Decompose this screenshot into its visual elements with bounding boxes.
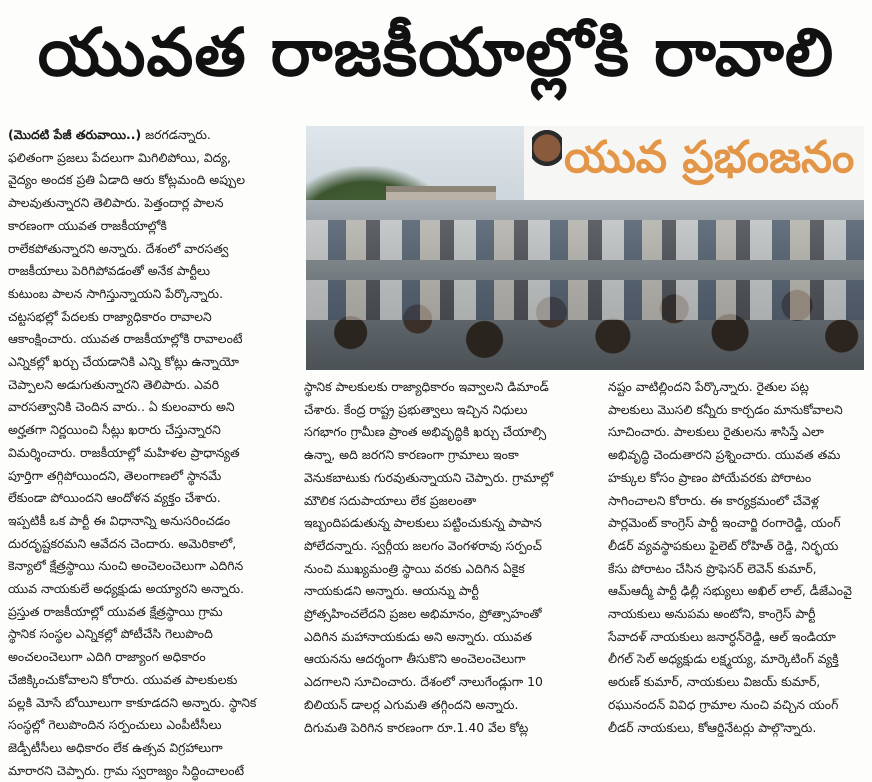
text-line: వెనుకబాటుకు గురవుతున్నాయని చెప్పారు. గ్రామాల్లో — [304, 469, 554, 485]
text-line: నాయకుడని అన్నారు. ఆయన్ను పార్టీ — [304, 583, 479, 599]
text-line: లేకుండా పోయిందని ఆందోళన వ్యక్తం చేశారు. — [8, 490, 221, 506]
text-line: బిలియన్ డాలర్ల ఎగుమతి తగ్గిందని అన్నారు. — [304, 696, 519, 712]
text-line: పార్లమెంట్ కాంగ్రెస్ పార్టీ ఇంచార్జి రంగారెడ్డి, యంగ్ — [608, 515, 841, 531]
text-line: అంచలంచెలుగా ఎదిగి రాజ్యాంగ అధికారం — [8, 649, 206, 665]
text-line: యువ నాయకులే అధ్యక్షుడు అయ్యారని అన్నారు. — [8, 581, 245, 597]
text-line: రఘునందన్ వివిధ గ్రామాల నుంచి వచ్చిన యంగ్ — [608, 696, 839, 712]
text-line: ఇబ్బందిపడుతున్న పాలకులు పట్టించుకున్న పాపాన — [304, 515, 542, 531]
text-line: రాలేకపోతున్నారని అన్నారు. దేశంలో వారసత్వ — [8, 240, 229, 256]
text-line: స్థానిక సంస్థల ఎన్నికల్లో పోటీచేసి గెలుపొంది — [8, 626, 213, 642]
headline: యువత రాజకీయాల్లోకి రావాలి — [37, 13, 835, 91]
banner-portrait — [532, 130, 562, 190]
article-column-left — [8, 124, 296, 778]
text-line: జెడ్పీటీసీలు అధికారం లేక ఉత్సవ విగ్రహాలుగా — [8, 739, 223, 755]
text-line: ప్రస్తుత రాజకీయాల్లో యువత క్షేత్రస్థాయి గ్రామ — [8, 603, 223, 619]
crowd-row — [306, 220, 864, 260]
text-line: లీగల్ సెల్ అధ్యక్షుడు లక్ష్మయ్య, మార్కెటింగ్ వ్యక్తి — [608, 651, 839, 667]
text-line: దిగుమతి పెరిగిన కారణంగా రూ.1.40 వేల కోట్ల — [304, 719, 529, 735]
article-column-middle — [304, 376, 600, 735]
text-line: మారారని చెప్పారు. గ్రామ స్వరాజ్యం సిద్ధించాలంటే — [8, 762, 245, 778]
text-line: కెన్యాలో క్షేత్రస్థాయి నుంచి అంచెలంచెలుగా ఎదిగిన — [8, 558, 244, 574]
text-line: సంస్థల్లో గెలుపొందిన సర్పంచులు ఎంపీటీసీలు — [8, 717, 222, 733]
text-line: పాలవుతున్నారని తెలిపారు. పెత్తందార్ల పాలన — [8, 195, 224, 211]
text-line: ప్రోత్సహించలేదని ప్రజల అభిమానం, ప్రోత్సాహంతో — [304, 606, 542, 622]
text-line: కారణంగా యువత రాజకీయాల్లోకి — [8, 217, 167, 233]
text-line: అరుణ్ కుమార్, నాయకులు విజయ్ కుమార్, — [608, 674, 821, 690]
text-line: ఆయనను ఆదర్శంగా తీసుకొని అంచెలంచెలుగా — [304, 651, 526, 667]
text-line: చట్టసభల్లో పేదలకు రాజ్యాధికారం రావాలని — [8, 308, 212, 324]
text-line: ఎదగాలని సూచించారు. దేశంలో నాలుగేండ్లుగా 10 — [304, 674, 543, 690]
stage-banner-text: యువ ప్రభంజనం — [564, 132, 855, 183]
text-line: నష్టం వాటిల్లిందని పేర్కొన్నారు. రైతుల పట్ల — [608, 379, 809, 394]
text-line: సగభాగం గ్రామీణ ప్రాంత అభివృద్ధికి ఖర్చు చేయాల్సి — [304, 424, 547, 440]
crowd-row — [306, 280, 864, 320]
seated-crowd — [306, 200, 864, 370]
text-line: దురదృష్టకరమని ఆవేదన చెందారు. అమెరికాలో, — [8, 535, 237, 551]
text-line: ఆమ్ఆద్మీ పార్టీ ఢిల్లీ సభ్యులు అఖిల్ లాల్, డీజేఎంవై — [608, 583, 852, 599]
text-line: ఎదిగిన మహానాయకుడు అని అన్నారు. యువత — [304, 628, 532, 644]
text-line: చేజిక్కించుకోవాలని కోరారు. యువత పాలకులకు — [8, 671, 238, 687]
text-line: పల్లకి మోసే బోయీలుగా కాకూడదని అన్నారు. స్థానిక — [8, 694, 257, 710]
text-line: హక్కుల కోసం ప్రాణం పోయేవరకు పోరాటం — [608, 469, 812, 485]
text-line: చెప్పాలని అడుగుతున్నారని తెలిపారు. ఎవరి — [8, 376, 220, 392]
text-line: ఎన్నికల్లో ఖర్చు చేయడానికి ఎన్ని కోట్లు ఉన్నాయో — [8, 354, 239, 370]
text-line: పూర్తిగా తగ్గిపోయిందని, తెలంగాణలో స్థానమే — [8, 467, 222, 483]
article-column-right — [608, 376, 864, 735]
text-line: నుంచి ముఖ్యమంత్రి స్థాయి వరకు ఎదిగిన ఏకైక — [304, 560, 525, 576]
event-photo — [306, 126, 864, 370]
text-line: ఆకాంక్షించారు. యువత రాజకీయాల్లోకి రావాలంటే — [8, 331, 243, 347]
text-line: స్థానిక పాలకులకు రాజ్యాధికారం ఇవ్వాలని డిమాండ్ — [304, 379, 549, 394]
text-line: లీడర్ నాయకులు, కోఆర్డినేటర్లు పాల్గొన్నారు. — [608, 719, 817, 735]
text-line: అభివృద్ధి చెందుతారని ప్రశ్నించారు. యువత తమ — [608, 447, 841, 463]
text-line: రాజకీయాలు పెరిగిపోవడంతో అనేక పార్టీలు — [8, 263, 210, 279]
text-line: లీడర్ వ్యవస్థాపకులు ఫైలెట్ రోహిత్ రెడ్డి, నిర్భయ — [608, 537, 839, 553]
text-line: అర్హతగా నిర్ణయించి సీట్లు ఖరారు చేస్తున్నారని — [8, 422, 221, 438]
text-line: కేసు పోరాటం చేసిన ప్రొఫెసర్ లెవెన్ కుమార్, — [608, 560, 817, 576]
text-line: వైద్యం అందక ప్రతి ఏడాది ఆరు కోట్లమంది అప్పుల — [8, 172, 245, 188]
text-line: సాగించాలని కోరారు. ఈ కార్యక్రమంలో చేవెళ్ల — [608, 492, 819, 508]
text-line: పాలకులు మొసలి కన్నీరు కార్చడం మానుకోవాలని — [608, 401, 843, 417]
text-line-part: జరగడన్నారు. — [141, 127, 211, 142]
text-line: చేశారు. కేంద్ర రాష్ట్ర ప్రభుత్వాలు ఇచ్చిన నిధులు — [304, 401, 528, 417]
text-line: వారసత్వానికి చెందిన వారు.. ఏ కులంవారు అని — [8, 399, 235, 415]
text-line: ఫలితంగా ప్రజలు పేదలుగా మిగిలిపోయి, విద్య, — [8, 149, 231, 165]
text-line: విమర్శించారు. రాజకీయాల్లో మహిళల ప్రాధాన్యత — [8, 444, 240, 460]
text-line — [8, 124, 296, 147]
text-line: సేవాదళ్ నాయకులు జనార్ధన్‌రెడ్డి, ఆల్ ఇండియా — [608, 628, 836, 644]
text-line: ఉన్నా, అది జరగని కారణంగా గ్రామాలు ఇంకా — [304, 447, 519, 463]
text-line: కుటుంబ పాలన సాగిస్తున్నాయని పేర్కొన్నారు. — [8, 285, 224, 301]
continuation-label: (మొదటి పేజీ తరువాయి..) — [8, 127, 142, 142]
text-line: సూచించారు. పాలకులు రైతులను శాసిస్తే ఎలా — [608, 424, 824, 440]
text-line: ఇప్పటికీ ఒక పార్టీ ఈ విధానాన్ని అనుసరించడం — [8, 512, 231, 528]
text-line: పోలేదన్నారు. స్వర్గీయ జలగం వెంగళరావు సర్పంచ్ — [304, 537, 542, 553]
text-line: మౌలిక సదుపాయాలు లేక ప్రజలంతా — [304, 492, 477, 508]
text-line: నాయకులు అనుపమ అంటోని, కాంగ్రెస్ పార్టీ — [608, 606, 816, 622]
